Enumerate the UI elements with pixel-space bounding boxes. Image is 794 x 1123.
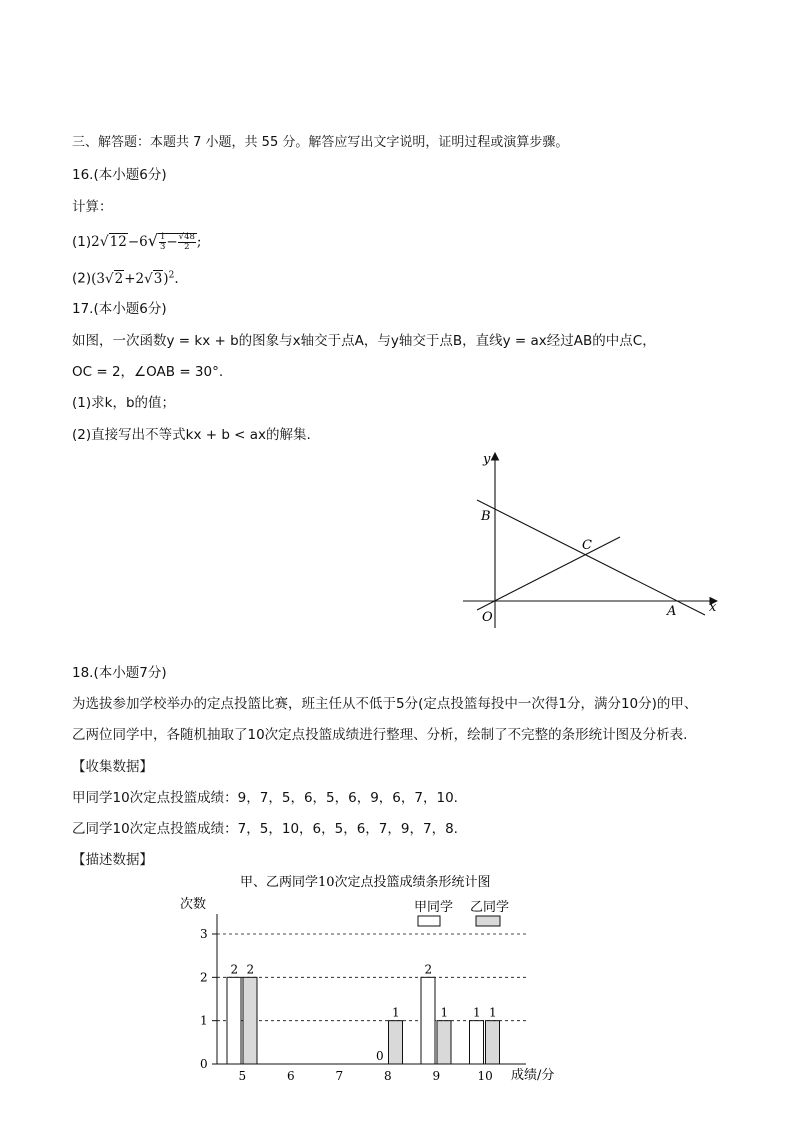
bar-value-label: 2 [424, 962, 433, 977]
line-ab [477, 500, 705, 615]
graph-y-label: y [483, 452, 491, 467]
x-tick-label: 10 [477, 1069, 493, 1083]
x-tick-label: 7 [335, 1069, 344, 1083]
bar-yi-8 [389, 1021, 403, 1064]
y-tick-label: 0 [200, 1057, 208, 1071]
bar-value-label: 0 [376, 1049, 384, 1063]
bar-value-label: 2 [230, 962, 239, 977]
bar-chart [170, 866, 590, 1088]
point-a-label: A [667, 604, 677, 619]
q16-intro: 计算： [72, 199, 113, 215]
describe-data-title: 【描述数据】 [72, 852, 153, 868]
q17-part1: (1)求k，b的值； [72, 395, 176, 411]
q18-para2: 乙两位同学中，各随机抽取了10次定点投篮成绩进行整理、分析，绘制了不完整的条形统计图及分析表. [72, 727, 688, 743]
legend-label-jia: 甲同学 [414, 900, 454, 915]
point-o-label: O [482, 610, 493, 625]
bar-value-label: 1 [473, 1005, 481, 1020]
legend-swatch-jia [418, 916, 440, 926]
coordinate-figure [455, 445, 735, 630]
bar-jia-9 [421, 977, 435, 1064]
chart-x-label: 成绩/分 [511, 1068, 555, 1083]
q17-line2: OC = 2，∠OAB = 30°. [72, 364, 224, 380]
legend-label-yi: 乙同学 [470, 900, 510, 915]
chart-y-label: 次数 [180, 897, 207, 912]
point-c-label: C [582, 538, 592, 553]
point-b-label: B [481, 509, 491, 524]
bar-value-label: 1 [489, 1005, 497, 1020]
q18-header: 18.(本小题7分) [72, 665, 167, 681]
q17-part2: (2)直接写出不等式kx + b < ax的解集. [72, 427, 311, 443]
bar-value-label: 1 [440, 1005, 449, 1020]
bar-yi-9 [437, 1021, 451, 1064]
line-oc [477, 537, 620, 610]
bar-yi-5 [243, 977, 257, 1064]
y-tick-label: 2 [200, 970, 208, 985]
q16-part2-label: (2) [72, 270, 92, 287]
q17-header: 17.(本小题6分) [72, 301, 167, 317]
q16-part1: (1)2√12−6√ $\frac{1}{3}$ − $\frac{√48}{2}$ ; [72, 231, 202, 252]
q16-part1-label: (1) [72, 234, 92, 250]
chart-title: 甲、乙两同学10次定点投篮成绩条形统计图 [240, 875, 491, 890]
y-tick-label: 1 [200, 1013, 208, 1028]
legend-swatch-yi [476, 916, 500, 926]
q16-header: 16.(本小题6分) [72, 167, 167, 183]
bar-jia-5 [227, 977, 241, 1064]
q17-line1: 如图，一次函数y = kx + b的图象与x轴交于点A，与y轴交于点B，直线y = ax经过AB的中点C， [72, 333, 656, 349]
y-tick-label: 3 [200, 927, 208, 941]
x-tick-label: 9 [432, 1069, 441, 1083]
legend [414, 900, 509, 926]
collect-data-title: 【收集数据】 [72, 759, 153, 775]
jia-scores: 甲同学10次定点投篮成绩：9，7，5，6，5，6，9，6，7，10. [72, 790, 458, 806]
q16-part2: $(2)(3√2+2√3)^2$. [72, 270, 179, 287]
yi-scores: 乙同学10次定点投篮成绩：7，5，10，6，5，6，7，9，7，8. [72, 821, 458, 837]
x-tick-label: 8 [384, 1069, 392, 1083]
q18-para1: 为选拔参加学校举办的定点投篮比赛，班主任从不低于5分(定点投篮每投中一次得1分，满分10分)的甲、 [72, 696, 698, 712]
bar-value-label: 1 [392, 1005, 400, 1020]
x-tick-label: 5 [238, 1069, 247, 1083]
bar-jia-10 [470, 1021, 484, 1064]
bar-value-label: 2 [246, 962, 255, 977]
graph-x-label: x [709, 600, 717, 615]
section-heading: 三、解答题：本题共 7 小题，共 55 分。解答应写出文字说明，证明过程或演算步骤。 [72, 135, 569, 150]
bar-yi-10 [486, 1021, 500, 1064]
x-tick-label: 6 [287, 1069, 295, 1083]
